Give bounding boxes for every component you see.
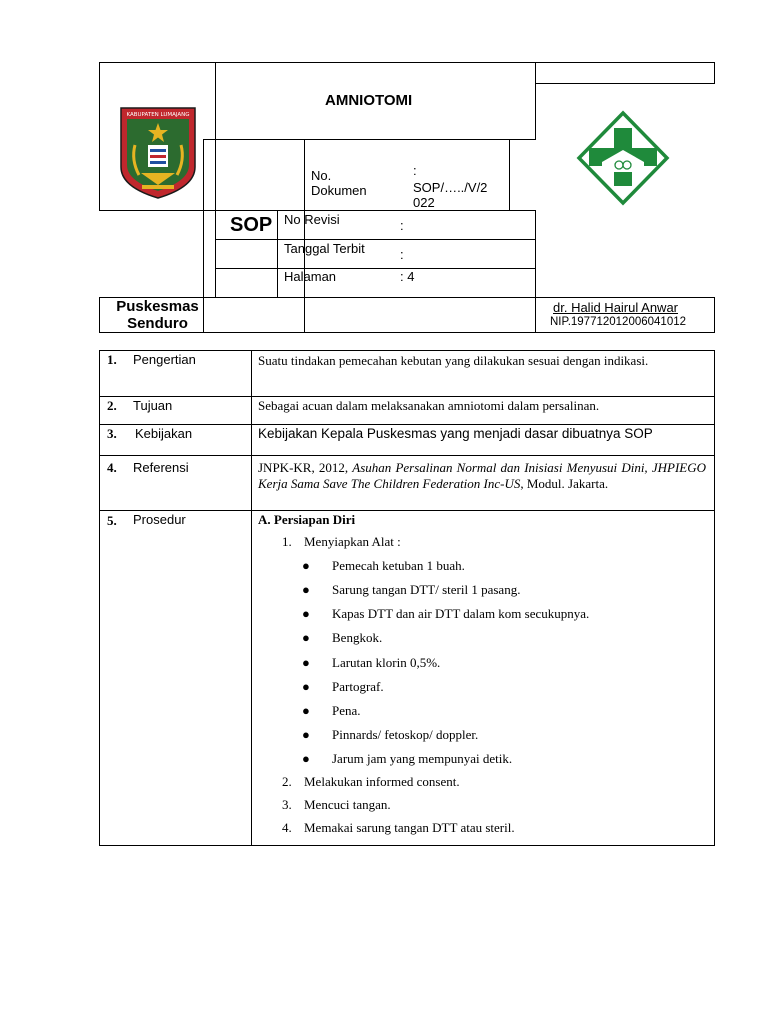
step-2-number: 2. — [282, 774, 292, 789]
section-5-label: Prosedur — [133, 512, 186, 527]
section-4-label: Referensi — [133, 460, 189, 475]
section-3-text: Kebijakan Kepala Puskesmas yang menjadi dasar dibuatnya SOP — [258, 426, 653, 441]
bullet-icon: ● — [302, 727, 310, 742]
puskesmas-name — [100, 298, 215, 332]
tanggal-label: Tanggal Terbit — [284, 241, 365, 256]
alat-item-4: Bengkok. — [332, 630, 383, 645]
step-3-number: 3. — [282, 797, 292, 812]
svg-text:KABUPATEN LUMAJANG: KABUPATEN LUMAJANG — [126, 112, 190, 118]
doc-no-label: No. Dokumen — [311, 168, 367, 198]
page-title: AMNIOTOMI — [325, 92, 413, 109]
alat-item-6: Partograf. — [332, 679, 384, 694]
puskesmas-line2: Senduro — [127, 315, 188, 332]
halaman-label: Halaman — [284, 269, 337, 284]
section-1-number: 1. — [107, 352, 117, 367]
section-2-number: 2. — [107, 398, 117, 413]
alat-item-2: Sarung tangan DTT/ steril 1 pasang. — [332, 582, 521, 597]
step-4-number: 4. — [282, 820, 292, 835]
doc-no-colon: : — [413, 163, 417, 178]
bullet-icon: ● — [302, 655, 310, 670]
section-3-label: Kebijakan — [135, 426, 193, 441]
alat-item-5: Larutan klorin 0,5%. — [332, 655, 441, 670]
reference-author: JNPK-KR, 2012, — [258, 460, 353, 475]
doc-no-value-line1: SOP/…../V/2 — [413, 180, 488, 195]
bullet-icon: ● — [302, 703, 310, 718]
signer-nip: NIP.197712012006041012 — [550, 316, 687, 328]
signer-name: dr. Halid Hairul Anwar — [553, 300, 678, 315]
step-4-text: Memakai sarung tangan DTT atau steril. — [304, 820, 515, 835]
section-2-text: Sebagai acuan dalam melaksanakan amniotomi dalam persalinan. — [258, 398, 600, 413]
alat-item-8: Pinnards/ fetoskop/ doppler. — [332, 727, 479, 742]
section-4-text — [258, 460, 706, 492]
section-1-text: Suatu tindakan pemecahan kebutan yang dilakukan sesuai dengan indikasi. — [258, 353, 649, 368]
revisi-value: : — [400, 218, 404, 233]
prosedur-heading: A. Persiapan Diri — [258, 512, 356, 527]
section-3-number: 3. — [107, 426, 117, 441]
kabupaten-lumajang-logo — [117, 105, 199, 200]
alat-item-9: Jarum jam yang mempunyai detik. — [332, 751, 513, 766]
doc-no-value-line2: 022 — [413, 195, 435, 210]
section-1-label: Pengertian — [133, 352, 196, 367]
alat-item-1: Pemecah ketuban 1 buah. — [332, 558, 465, 573]
step-2-text: Melakukan informed consent. — [304, 774, 460, 789]
revisi-label: No Revisi — [284, 212, 340, 227]
bullet-icon: ● — [302, 679, 310, 694]
bullet-icon: ● — [302, 582, 310, 597]
tanggal-value: : — [400, 247, 404, 262]
section-5-number: 5. — [107, 513, 117, 528]
halaman-value: : 4 — [400, 269, 415, 284]
puskesmas-line1: Puskesmas — [116, 298, 199, 315]
reference-publisher: , Modul. Jakarta. — [520, 476, 609, 491]
step-1-text: Menyiapkan Alat : — [304, 534, 401, 549]
bullet-icon: ● — [302, 630, 310, 645]
step-1-number: 1. — [282, 534, 292, 549]
puskesmas-logo — [576, 110, 670, 206]
section-4-number: 4. — [107, 460, 117, 475]
sop-label: SOP — [230, 214, 273, 236]
reference-title: Asuhan Persalinan Normal dan Inisiasi Menyusui Dini, JHPIEGO Kerja Sama Save The Children Federation Inc-US — [258, 460, 706, 491]
bullet-icon: ● — [302, 751, 310, 766]
alat-item-3: Kapas DTT dan air DTT dalam kom secukupnya. — [332, 606, 590, 621]
bullet-icon: ● — [302, 606, 310, 621]
alat-item-7: Pena. — [332, 703, 361, 718]
section-2-label: Tujuan — [133, 398, 173, 413]
bullet-icon: ● — [302, 558, 310, 573]
step-3-text: Mencuci tangan. — [304, 797, 391, 812]
